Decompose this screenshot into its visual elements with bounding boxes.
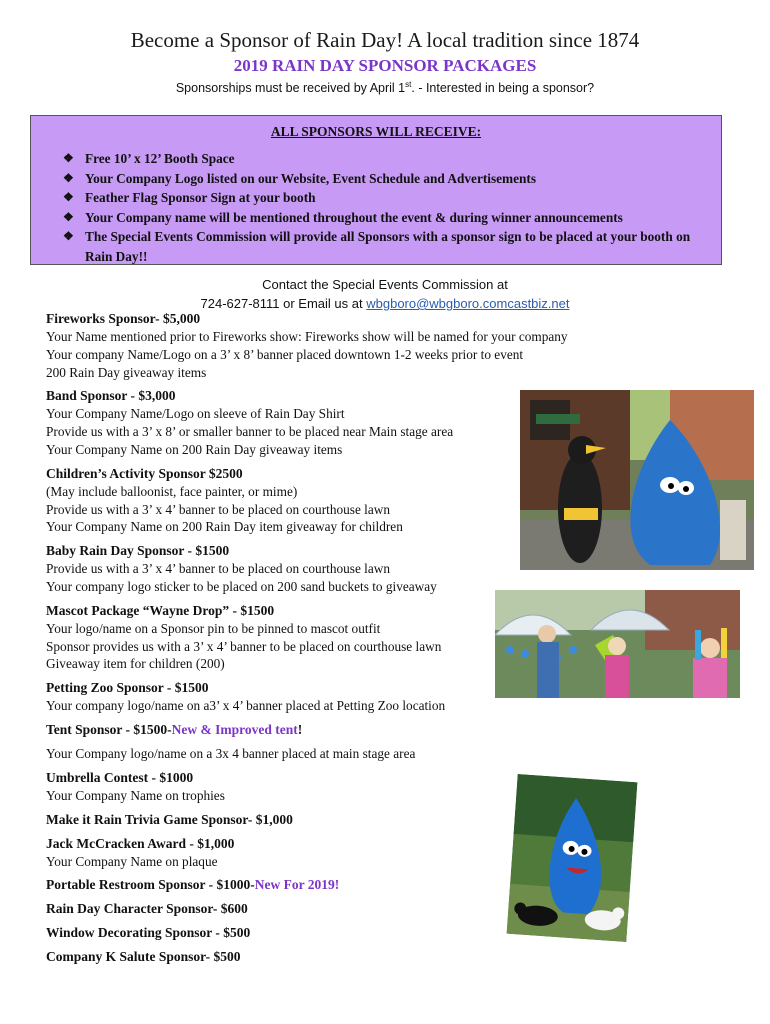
package-title: Window Decorating Sponsor - $500	[46, 925, 251, 941]
package-detail: Your company Name/Logo on a 3’ x 8’ banner placed downtown 1-2 weeks prior to event	[46, 346, 524, 362]
package-title: Company K Salute Sponsor- $500	[46, 949, 241, 965]
deadline-superscript: st	[405, 80, 412, 89]
package-title: Make it Rain Trivia Game Sponsor- $1,000	[46, 811, 293, 827]
package-band	[46, 387, 516, 458]
package-company-k-salute	[46, 948, 516, 966]
mascot-photo	[520, 390, 754, 570]
package-detail: Your Company Name/Logo on sleeve of Rain Day Shirt	[46, 406, 345, 422]
deadline-note	[0, 80, 770, 95]
umbrella-contest-photo	[495, 590, 740, 698]
package-mascot	[46, 602, 516, 673]
package-detail: Provide us with a 3’ x 4’ banner to be placed on courthouse lawn	[46, 501, 391, 517]
package-baby-rain-day	[46, 542, 516, 596]
benefit-item	[63, 169, 709, 189]
package-title: Tent Sponsor - $1500-	[46, 721, 172, 737]
new-badge: New & Improved tent	[171, 721, 298, 737]
package-jack-mccracken	[46, 835, 516, 871]
package-title: Petting Zoo Sponsor - $1500	[46, 680, 209, 696]
sponsor-packages-list	[46, 310, 568, 972]
package-detail: Your Company logo/name on a 3x 4 banner placed at main stage area	[46, 745, 416, 761]
package-title-row	[46, 721, 516, 739]
benefits-list	[63, 149, 709, 266]
package-umbrella-contest	[46, 769, 516, 805]
package-fireworks	[46, 310, 568, 381]
package-title: Jack McCracken Award - $1,000	[46, 835, 235, 851]
contact-info	[0, 275, 770, 313]
benefit-item	[63, 188, 709, 208]
package-detail: Giveaway item for children (200)	[46, 656, 225, 672]
package-portable-restroom	[46, 876, 516, 894]
contact-phone: 724-627-8111 or Email us at	[200, 296, 367, 311]
benefit-item	[63, 227, 709, 266]
benefit-text: Your Company name will be mentioned throughout the event & during winner announcements	[85, 209, 623, 225]
benefit-text: Feather Flag Sponsor Sign at your booth	[85, 190, 316, 205]
benefit-text: Your Company Logo listed on our Website, Event Schedule and Advertisements	[85, 170, 537, 186]
package-title: Fireworks Sponsor- $5,000	[46, 311, 201, 326]
package-trivia-game	[46, 811, 516, 829]
package-detail: 200 Rain Day giveaway items	[46, 364, 207, 380]
package-detail: Your logo/name on a Sponsor pin to be pinned to mascot outfit	[46, 620, 381, 636]
package-title-row	[46, 876, 516, 894]
diamond-bullet-icon: ❖	[63, 190, 74, 204]
package-childrens-activity	[46, 465, 516, 536]
deadline-text-end: . - Interested in being a sponsor?	[411, 81, 595, 96]
contact-line: Contact the Special Events Commission at	[262, 277, 508, 292]
page-subtitle: 2019 RAIN DAY SPONSOR PACKAGES	[233, 56, 537, 75]
petting-zoo-photo	[507, 774, 638, 942]
diamond-bullet-icon: ❖	[63, 209, 74, 224]
benefits-heading: ALL SPONSORS WILL RECEIVE:	[270, 124, 482, 139]
package-title: Umbrella Contest - $1000	[46, 769, 194, 785]
package-detail: Your company logo sticker to be placed on 200 sand buckets to giveaway	[46, 578, 437, 594]
package-petting-zoo	[46, 679, 516, 715]
package-title: Baby Rain Day Sponsor - $1500	[46, 543, 230, 559]
sponsor-benefits-box	[30, 115, 722, 265]
benefit-text: The Special Events Commission will provide all Sponsors with a sponsor sign to be placed at your booth on Rain Day!!	[85, 229, 691, 264]
diamond-bullet-icon: ❖	[63, 229, 74, 243]
package-detail: Your Company Name on 200 Rain Day item giveaway for children	[46, 519, 403, 535]
package-tent	[46, 721, 516, 763]
diamond-bullet-icon: ❖	[63, 170, 74, 185]
deadline-text: Sponsorships must be received by April 1	[175, 81, 406, 96]
benefit-text: Free 10’ x 12’ Booth Space	[85, 151, 235, 166]
package-window-decorating	[46, 924, 516, 942]
package-title-suffix: !	[297, 721, 303, 737]
benefit-item	[63, 208, 709, 228]
email-link[interactable]: wbgboro@wbgboro.comcastbiz.net	[366, 296, 570, 311]
package-title: Rain Day Character Sponsor- $600	[46, 901, 248, 917]
page-title: Become a Sponsor of Rain Day! A local tradition since 1874	[130, 28, 640, 52]
package-detail: Sponsor provides us with a 3’ x 4’ banner to be placed on courthouse lawn	[46, 638, 442, 654]
package-detail: Your Name mentioned prior to Fireworks show: Fireworks show will be named for your company	[46, 329, 568, 344]
package-title: Band Sponsor - $3,000	[46, 388, 176, 404]
package-title: Mascot Package “Wayne Drop” - $1500	[46, 602, 275, 618]
diamond-bullet-icon: ❖	[63, 151, 74, 165]
package-title: Children’s Activity Sponsor $2500	[46, 465, 243, 481]
package-detail: Your Company Name on trophies	[46, 787, 225, 803]
benefit-item	[63, 149, 709, 169]
package-detail: Your Company Name on plaque	[46, 853, 218, 869]
package-title: Portable Restroom Sponsor - $1000-	[46, 877, 255, 893]
package-detail: Your company logo/name on a3’ x 4’ banner placed at Petting Zoo location	[46, 698, 446, 714]
package-detail: Provide us with a 3’ x 4’ banner to be placed on courthouse lawn	[46, 561, 391, 577]
package-detail: (May include balloonist, face painter, or mime)	[46, 483, 298, 499]
package-detail: Provide us with a 3’ x 8’ or smaller banner to be placed near Main stage area	[46, 424, 454, 440]
package-detail: Your Company Name on 200 Rain Day giveaway items	[46, 441, 343, 457]
new-badge: New For 2019!	[254, 877, 340, 893]
package-rain-day-character	[46, 900, 516, 918]
